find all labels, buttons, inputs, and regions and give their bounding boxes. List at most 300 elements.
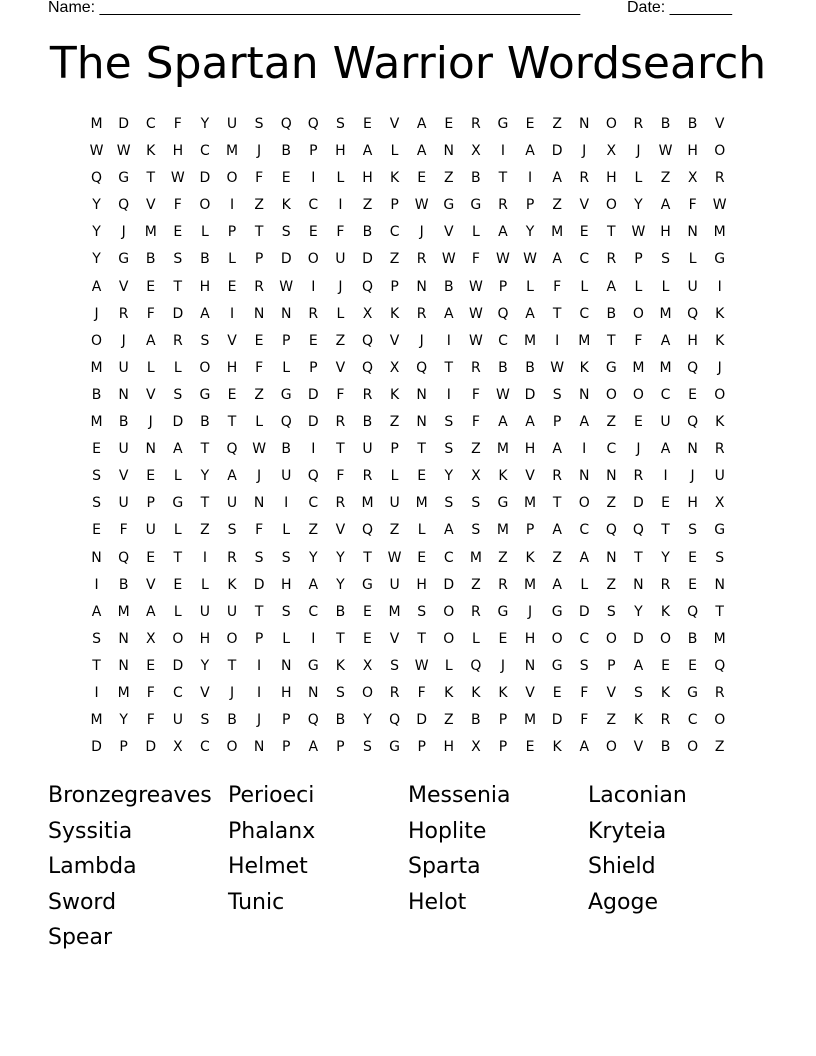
grid-cell: U bbox=[660, 414, 671, 431]
page-title: The Spartan Warrior Wordsearch bbox=[49, 38, 767, 89]
grid-cell: S bbox=[444, 441, 454, 458]
grid-cell: A bbox=[660, 441, 671, 458]
grid-cell: X bbox=[606, 143, 617, 160]
grid-cell: K bbox=[335, 657, 345, 674]
grid-cell: T bbox=[607, 224, 616, 241]
grid-cell: C bbox=[579, 251, 590, 268]
grid-cell: D bbox=[91, 739, 102, 756]
grid-cell: F bbox=[634, 332, 643, 349]
grid-cell: F bbox=[580, 684, 589, 701]
grid-cell: L bbox=[282, 359, 291, 376]
grid-cell: Q bbox=[307, 712, 319, 729]
grid-cell: A bbox=[145, 603, 156, 620]
grid-cell: Y bbox=[119, 712, 128, 729]
grid-cell: R bbox=[335, 414, 346, 431]
grid-cell: W bbox=[468, 305, 483, 322]
grid-cell: J bbox=[500, 657, 506, 674]
grid-cell: B bbox=[91, 386, 102, 403]
grid-cell: W bbox=[279, 278, 294, 295]
grid-cell: F bbox=[336, 386, 345, 403]
grid-cell: C bbox=[172, 684, 183, 701]
grid-cell: W bbox=[252, 441, 267, 458]
grid-cell: E bbox=[173, 224, 183, 241]
grid-cell: M bbox=[144, 224, 157, 241]
grid-cell: S bbox=[200, 332, 210, 349]
word-list-item: Agoge bbox=[588, 889, 658, 915]
grid-cell: D bbox=[633, 630, 644, 647]
grid-cell: D bbox=[551, 143, 563, 160]
grid-cell: M bbox=[632, 359, 645, 376]
grid-cell: Y bbox=[92, 197, 101, 214]
grid-cell: T bbox=[227, 657, 237, 674]
grid-cell: H bbox=[335, 143, 346, 160]
grid-cell: R bbox=[714, 441, 725, 458]
grid-cell: F bbox=[336, 468, 345, 485]
grid-cell: V bbox=[579, 197, 590, 214]
grid-cell: Z bbox=[606, 414, 617, 431]
grid-cell: A bbox=[552, 522, 562, 539]
grid-cell: B bbox=[335, 603, 346, 620]
grid-cell: J bbox=[94, 305, 99, 322]
grid-cell: U bbox=[199, 603, 211, 620]
grid-cell: J bbox=[527, 603, 533, 620]
grid-cell: M bbox=[659, 305, 672, 322]
grid-cell: Z bbox=[552, 549, 562, 566]
header bbox=[48, 0, 748, 18]
grid-cell: P bbox=[498, 739, 508, 756]
grid-cell: H bbox=[687, 495, 698, 512]
grid-cell: L bbox=[255, 414, 264, 431]
grid-cell: F bbox=[255, 359, 264, 376]
grid-cell: I bbox=[717, 278, 722, 295]
grid-cell: V bbox=[118, 468, 129, 485]
grid-cell: R bbox=[633, 468, 644, 485]
grid-cell: I bbox=[555, 332, 560, 349]
grid-cell: N bbox=[416, 414, 427, 431]
grid-cell: I bbox=[311, 441, 316, 458]
grid-cell: A bbox=[633, 657, 644, 674]
grid-cell: N bbox=[253, 495, 265, 512]
grid-cell: O bbox=[172, 630, 184, 647]
grid-cell: N bbox=[578, 386, 590, 403]
grid-cell: B bbox=[525, 359, 535, 376]
grid-cell: M bbox=[361, 495, 374, 512]
grid-cell: U bbox=[145, 522, 156, 539]
grid-cell: M bbox=[713, 630, 726, 647]
grid-cell: D bbox=[578, 603, 590, 620]
grid-cell: U bbox=[226, 116, 238, 132]
grid-cell: I bbox=[446, 332, 451, 349]
grid-cell: G bbox=[497, 495, 509, 512]
grid-cell: A bbox=[552, 251, 562, 268]
grid-cell: P bbox=[254, 251, 264, 268]
grid-cell: X bbox=[145, 630, 156, 647]
grid-cell: B bbox=[145, 251, 156, 268]
grid-cell: D bbox=[416, 712, 428, 729]
grid-cell: Q bbox=[687, 305, 699, 322]
grid-cell: E bbox=[688, 657, 698, 674]
grid-cell: X bbox=[471, 143, 481, 160]
grid-cell: R bbox=[498, 576, 508, 593]
grid-cell: Z bbox=[714, 739, 725, 756]
grid-cell: V bbox=[443, 224, 454, 241]
grid-cell: H bbox=[443, 739, 455, 756]
grid-cell: R bbox=[470, 359, 481, 376]
grid-cell: M bbox=[225, 143, 239, 160]
grid-cell: Z bbox=[443, 712, 454, 729]
grid-cell: O bbox=[605, 116, 617, 132]
grid-cell: P bbox=[281, 739, 291, 756]
grid-cell: Y bbox=[363, 712, 372, 729]
grid-cell: E bbox=[92, 441, 101, 458]
grid-cell: T bbox=[444, 359, 454, 376]
grid-cell: S bbox=[390, 657, 400, 674]
grid-cell: L bbox=[417, 522, 426, 539]
grid-cell: M bbox=[496, 441, 509, 458]
grid-cell: U bbox=[714, 468, 725, 485]
grid-cell: R bbox=[389, 684, 400, 701]
grid-cell: Z bbox=[308, 522, 319, 539]
grid-cell: T bbox=[336, 441, 345, 458]
word-list-item: Helot bbox=[408, 889, 467, 915]
grid-cell: S bbox=[281, 603, 291, 620]
grid-cell: J bbox=[229, 684, 235, 701]
word-list-item: Phalanx bbox=[228, 818, 316, 844]
grid-cell: K bbox=[227, 576, 237, 593]
grid-cell: X bbox=[389, 359, 400, 376]
grid-cell: F bbox=[471, 251, 480, 268]
grid-cell: A bbox=[308, 576, 319, 593]
grid-cell: F bbox=[173, 197, 182, 214]
grid-cell: N bbox=[280, 657, 292, 674]
grid-cell: S bbox=[92, 468, 101, 485]
grid-cell: G bbox=[687, 684, 699, 701]
grid-cell: O bbox=[605, 197, 617, 214]
grid-cell: C bbox=[308, 197, 319, 214]
grid-cell: K bbox=[281, 197, 291, 214]
grid-cell: O bbox=[605, 386, 617, 403]
grid-cell: L bbox=[282, 630, 291, 647]
grid-cell: M bbox=[90, 116, 103, 132]
grid-cell: L bbox=[661, 278, 670, 295]
grid-cell: Q bbox=[361, 359, 373, 376]
grid-cell: C bbox=[606, 441, 617, 458]
grid-cell: Z bbox=[362, 197, 373, 214]
grid-cell: P bbox=[281, 712, 291, 729]
grid-cell: O bbox=[551, 630, 563, 647]
grid-cell: N bbox=[714, 576, 725, 593]
word-list-item: Spear bbox=[48, 925, 112, 951]
grid-cell: X bbox=[687, 170, 698, 187]
grid-cell: W bbox=[414, 197, 429, 214]
grid-cell: T bbox=[254, 603, 264, 620]
grid-cell: N bbox=[280, 305, 292, 322]
grid-cell: L bbox=[201, 224, 209, 241]
grid-cell: A bbox=[308, 739, 319, 756]
grid-cell: Y bbox=[336, 549, 345, 566]
grid-cell: N bbox=[443, 143, 454, 160]
grid-cell: O bbox=[226, 739, 238, 756]
grid-cell: K bbox=[146, 143, 156, 160]
grid-cell: E bbox=[417, 549, 427, 566]
grid-cell: M bbox=[659, 359, 672, 376]
grid-cell: W bbox=[631, 224, 646, 241]
grid-cell: L bbox=[471, 630, 480, 647]
grid-cell: K bbox=[660, 684, 671, 701]
grid-cell: J bbox=[582, 143, 587, 160]
grid-cell: K bbox=[715, 414, 725, 431]
grid-cell: S bbox=[688, 522, 698, 539]
grid-cell: B bbox=[118, 576, 129, 593]
grid-cell: V bbox=[525, 684, 535, 701]
grid-cell: U bbox=[118, 359, 129, 376]
grid-cell: E bbox=[661, 495, 670, 512]
grid-cell: Y bbox=[661, 549, 670, 566]
grid-cell: R bbox=[416, 305, 427, 322]
grid-cell: V bbox=[200, 684, 210, 701]
grid-cell: O bbox=[714, 386, 726, 403]
word-list-item: Syssitia bbox=[48, 818, 133, 844]
grid-cell: A bbox=[498, 224, 508, 241]
grid-cell: F bbox=[471, 414, 480, 431]
grid-cell: Q bbox=[632, 522, 644, 539]
grid-cell: S bbox=[715, 549, 725, 566]
grid-cell: R bbox=[579, 170, 590, 187]
grid-cell: R bbox=[633, 116, 644, 132]
grid-cell: U bbox=[281, 468, 292, 485]
date-field-label: Date: _______ bbox=[627, 0, 732, 16]
word-list-item: Lambda bbox=[48, 854, 137, 880]
grid-cell: T bbox=[417, 630, 426, 647]
grid-cell: Q bbox=[118, 197, 130, 214]
grid-cell: Q bbox=[605, 522, 617, 539]
grid-cell: M bbox=[551, 224, 564, 241]
grid-cell: R bbox=[552, 468, 562, 485]
grid-cell: U bbox=[118, 441, 129, 458]
grid-cell: X bbox=[471, 468, 481, 485]
grid-cell: F bbox=[146, 712, 155, 729]
grid-cell: E bbox=[146, 657, 156, 674]
grid-cell: G bbox=[497, 116, 509, 132]
grid-cell: T bbox=[661, 522, 670, 539]
grid-cell: I bbox=[311, 278, 316, 295]
grid-cell: M bbox=[117, 603, 130, 620]
grid-cell: O bbox=[632, 386, 644, 403]
grid-cell: R bbox=[660, 576, 671, 593]
grid-cell: K bbox=[498, 684, 508, 701]
grid-cell: D bbox=[172, 305, 184, 322]
grid-cell: Q bbox=[226, 441, 238, 458]
grid-cell: F bbox=[173, 116, 182, 132]
grid-cell: T bbox=[173, 278, 183, 295]
grid-cell: M bbox=[90, 414, 103, 431]
grid-cell: G bbox=[551, 657, 563, 674]
grid-cell: A bbox=[91, 278, 102, 295]
grid-cell: E bbox=[363, 116, 372, 132]
grid-cell: O bbox=[91, 332, 103, 349]
grid-cell: S bbox=[335, 116, 345, 132]
grid-cell: B bbox=[335, 712, 346, 729]
grid-cell: C bbox=[389, 224, 400, 241]
grid-cell: K bbox=[525, 549, 535, 566]
grid-cell: J bbox=[257, 712, 262, 729]
grid-cell: H bbox=[280, 684, 292, 701]
grid-cell: C bbox=[660, 386, 671, 403]
grid-cell: U bbox=[362, 441, 373, 458]
grid-cell: U bbox=[226, 495, 238, 512]
grid-cell: S bbox=[444, 414, 454, 431]
grid-cell: S bbox=[200, 712, 210, 729]
grid-cell: Q bbox=[280, 116, 292, 132]
grid-cell: H bbox=[199, 278, 211, 295]
grid-cell: Q bbox=[389, 712, 401, 729]
grid-cell: C bbox=[579, 630, 590, 647]
grid-cell: A bbox=[660, 332, 671, 349]
grid-cell: G bbox=[605, 359, 617, 376]
grid-cell: L bbox=[580, 576, 589, 593]
grid-cell: A bbox=[498, 414, 508, 431]
grid-cell: Y bbox=[92, 251, 101, 268]
grid-cell: V bbox=[389, 332, 400, 349]
grid-cell: O bbox=[660, 630, 672, 647]
grid-cell: P bbox=[552, 414, 562, 431]
grid-cell: N bbox=[578, 116, 590, 132]
grid-cell: X bbox=[362, 305, 373, 322]
grid-cell: D bbox=[524, 386, 536, 403]
grid-cell: K bbox=[633, 712, 644, 729]
grid-cell: I bbox=[663, 468, 668, 485]
grid-cell: X bbox=[173, 739, 183, 756]
grid-cell: A bbox=[579, 739, 590, 756]
grid-cell: R bbox=[714, 170, 725, 187]
grid-cell: R bbox=[227, 549, 237, 566]
grid-cell: K bbox=[660, 603, 671, 620]
grid-cell: J bbox=[257, 468, 262, 485]
grid-cell: S bbox=[92, 495, 101, 512]
grid-cell: T bbox=[552, 305, 562, 322]
grid-cell: I bbox=[257, 657, 262, 674]
grid-cell: A bbox=[552, 441, 562, 458]
grid-cell: J bbox=[148, 414, 153, 431]
grid-cell: T bbox=[254, 224, 264, 241]
grid-cell: L bbox=[390, 143, 399, 160]
grid-cell: G bbox=[199, 386, 211, 403]
grid-cell: L bbox=[634, 170, 643, 187]
grid-cell: L bbox=[444, 657, 453, 674]
grid-cell: W bbox=[523, 251, 537, 268]
grid-cell: Y bbox=[92, 224, 101, 241]
grid-cell: N bbox=[687, 224, 698, 241]
grid-cell: R bbox=[308, 305, 319, 322]
word-list-item: Perioeci bbox=[228, 783, 315, 808]
grid-cell: T bbox=[498, 170, 508, 187]
grid-cell: D bbox=[307, 414, 319, 431]
grid-cell: Z bbox=[606, 712, 617, 729]
grid-cell: W bbox=[116, 143, 131, 160]
grid-cell: J bbox=[636, 441, 641, 458]
grid-cell: V bbox=[714, 116, 725, 132]
grid-cell: B bbox=[362, 224, 373, 241]
grid-cell: E bbox=[444, 116, 454, 132]
grid-cell: L bbox=[471, 224, 480, 241]
grid-cell: Z bbox=[471, 576, 481, 593]
grid-cell: G bbox=[172, 495, 184, 512]
grid-cell: D bbox=[253, 576, 265, 593]
grid-cell: E bbox=[579, 224, 589, 241]
grid-cell: P bbox=[119, 739, 128, 756]
grid-cell: A bbox=[416, 143, 427, 160]
grid-cell: K bbox=[389, 386, 400, 403]
grid-cell: L bbox=[526, 278, 534, 295]
grid-cell: A bbox=[145, 332, 156, 349]
grid-cell: Z bbox=[606, 576, 617, 593]
grid-cell: E bbox=[146, 468, 156, 485]
grid-cell: T bbox=[607, 332, 616, 349]
grid-cell: V bbox=[145, 576, 156, 593]
grid-cell: T bbox=[634, 549, 643, 566]
grid-cell: Z bbox=[254, 197, 264, 214]
grid-cell: Q bbox=[470, 657, 482, 674]
grid-cell: G bbox=[714, 522, 726, 539]
grid-cell: N bbox=[118, 386, 129, 403]
grid-cell: N bbox=[578, 468, 590, 485]
grid-cell: O bbox=[226, 630, 238, 647]
grid-cell: S bbox=[281, 224, 291, 241]
grid-cell: I bbox=[257, 684, 262, 701]
grid-cell: E bbox=[254, 332, 264, 349]
grid-cell: V bbox=[525, 468, 535, 485]
grid-cell: E bbox=[363, 603, 372, 620]
grid-cell: Z bbox=[471, 441, 481, 458]
grid-cell: A bbox=[525, 414, 535, 431]
grid-cell: K bbox=[579, 359, 589, 376]
grid-cell: F bbox=[255, 522, 264, 539]
grid-cell: C bbox=[579, 522, 590, 539]
grid-cell: I bbox=[94, 576, 99, 593]
grid-cell: T bbox=[336, 630, 345, 647]
grid-cell: L bbox=[580, 278, 589, 295]
grid-cell: N bbox=[145, 441, 156, 458]
grid-cell: Z bbox=[389, 522, 400, 539]
grid-cell: I bbox=[446, 386, 451, 403]
grid-cell: D bbox=[551, 712, 563, 729]
grid-cell: O bbox=[605, 739, 617, 756]
grid-cell: M bbox=[90, 359, 103, 376]
grid-cell: O bbox=[687, 739, 699, 756]
grid-cell: Z bbox=[254, 386, 264, 403]
grid-cell: E bbox=[417, 468, 427, 485]
grid-cell: G bbox=[551, 603, 563, 620]
grid-cell: T bbox=[173, 549, 183, 566]
grid-cell: I bbox=[202, 549, 207, 566]
grid-cell: I bbox=[500, 143, 506, 160]
grid-cell: Z bbox=[552, 116, 562, 132]
grid-cell: M bbox=[117, 684, 130, 701]
grid-cell: N bbox=[606, 549, 617, 566]
grid-cell: D bbox=[633, 495, 644, 512]
grid-cell: D bbox=[307, 386, 319, 403]
grid-cell: V bbox=[335, 522, 346, 539]
grid-cell: K bbox=[552, 739, 562, 756]
grid-cell: J bbox=[419, 224, 424, 241]
grid-cell: O bbox=[578, 495, 590, 512]
grid-cell: W bbox=[550, 359, 565, 376]
grid-cell: T bbox=[363, 549, 372, 566]
grid-cell: Q bbox=[497, 305, 509, 322]
grid-cell: Q bbox=[687, 359, 699, 376]
grid-cell: K bbox=[498, 468, 508, 485]
grid-cell: A bbox=[200, 305, 210, 322]
